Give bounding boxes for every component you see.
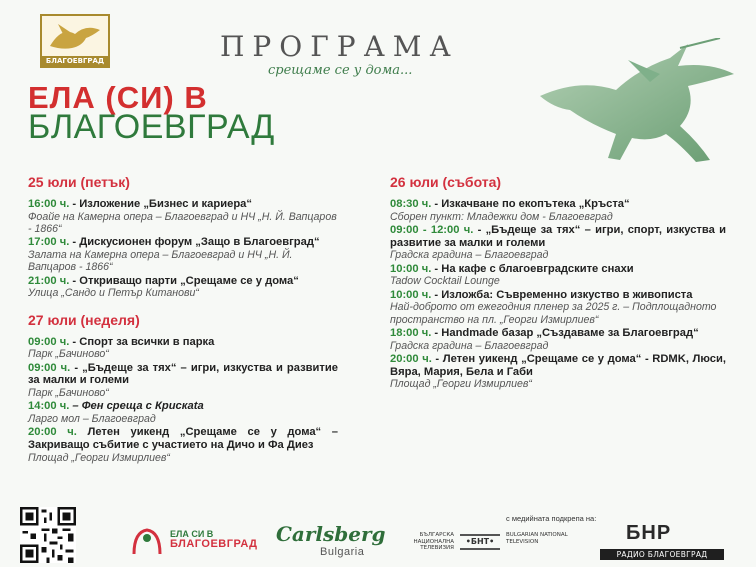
item-time: 20:00 ч. <box>28 426 77 439</box>
item-title: - „Бъдеще за тях“ – игри, изкуства и развитие за малки и големи <box>28 361 338 387</box>
item-venue: Парк „Бачиново“ <box>28 348 109 361</box>
item-title: - Изложба: Съвременно изкуство в живописта <box>431 288 693 301</box>
bnr-logo-mark: БНР <box>626 522 672 544</box>
item-title: - Спорт за всички в парка <box>69 335 215 348</box>
item-venue: Сборен пункт: Младежки дом - Благоевград <box>390 210 613 223</box>
program-item <box>390 224 726 262</box>
item-title: - Handmade базар „Създаваме за Благоевград“ <box>431 327 699 339</box>
day-heading-jul27: 27 юли (неделя) <box>28 311 140 328</box>
crest-label: БЛАГОЕВГРАД <box>42 56 108 66</box>
item-time: 10:00 ч. <box>390 288 432 301</box>
bnr-logo <box>598 522 728 564</box>
item-title: - Летен уикенд „Срещаме се у дома“ - RDMK, Люси, Вяра, Мария, Бела и Габи <box>390 353 727 378</box>
item-title: – Фен среща с Крискаta <box>69 400 204 413</box>
bnt-logo-bg: БЪЛГАРСКА НАЦИОНАЛНА ТЕЛЕВИЗИЯ <box>413 532 454 551</box>
item-title: - Откриващо парти „Срещаме се у дома“ <box>69 274 299 287</box>
item-title: Летен уикенд „Срещаме се у дома“ – Закриващо събитие с участието на Дичо и Фа Диез <box>28 426 338 451</box>
item-venue: Парк „Бачиново“ <box>28 387 109 399</box>
program-item <box>390 289 726 326</box>
day-column-left <box>28 174 338 465</box>
item-title: - Изложение „Бизнес и кариера“ <box>69 198 252 210</box>
media-support-text: с медийната подкрепа на: <box>506 514 597 523</box>
program-item <box>390 263 726 288</box>
program-item <box>28 426 338 464</box>
item-venue: Площад „Георги Измирлиев“ <box>390 378 532 391</box>
item-time: 21:00 ч. <box>28 274 70 287</box>
event-name-line1: ЕЛА (СИ) В <box>28 80 208 115</box>
crest-icon <box>42 16 108 56</box>
ela-logo-bottom: БЛАГОЕВГРАД <box>170 538 258 550</box>
item-time: 10:00 ч. <box>390 262 432 275</box>
item-title: - На кафе с благоевградските снахи <box>431 262 634 275</box>
city-crest-logo <box>40 14 110 68</box>
qr-code[interactable] <box>20 507 76 563</box>
item-venue: Най-доброто от ежегодния пленер за 2025 г. – Подплощадното пространство на пл. „Георги Измирлиев“ <box>390 301 717 326</box>
program-item <box>390 353 726 391</box>
item-venue: Градска градина – Благоевград <box>390 339 549 352</box>
program-item <box>28 236 338 273</box>
item-title: - „Бъдеще за тях“ – игри, спорт, изкуства и развитие за малки и големи <box>390 224 726 249</box>
item-time: 09:00 ч. <box>28 335 70 348</box>
program-item <box>28 400 338 425</box>
item-venue: Tadow Cocktail Lounge <box>390 275 500 288</box>
day-heading-jul25: 25 юли (петък) <box>28 174 130 190</box>
item-venue: Градска градина – Благоевград <box>390 249 549 262</box>
program-item <box>28 198 338 235</box>
bnt-logo <box>392 526 568 560</box>
day-heading-jul26: 26 юли (събота) <box>390 174 502 190</box>
item-venue: Улица „Сандо и Петър Китанови“ <box>28 287 199 300</box>
item-title: - Дискусионен форум „Защо в Благоевград“ <box>69 236 320 249</box>
item-time: 17:00 ч. <box>28 236 70 249</box>
bnt-logo-mark: •БНТ• <box>460 534 500 550</box>
bnr-logo-label: РАДИО БЛАГОЕВГРАД <box>600 549 724 560</box>
ela-si-logo-icon <box>130 526 164 556</box>
carlsberg-logo-sub: Bulgaria <box>320 546 365 558</box>
item-venue: Ларго мол – Благоевград <box>28 413 156 425</box>
item-time: 18:00 ч. <box>390 327 432 339</box>
item-time: 16:00 ч. <box>28 198 70 210</box>
item-venue: Фоайе на Камерна опера – Благоевград и НЧ „Н. Й. Вапцаров - 1866“ <box>28 210 337 235</box>
item-venue: Залата на Камерна опера – Благоевград и НЧ „Н. Й. Вапцаров - 1866“ <box>28 249 293 274</box>
carlsberg-logo: Carlsberg <box>276 522 386 546</box>
item-title: - Изкачване по екопътека „Кръста“ <box>431 198 630 210</box>
program-item <box>390 327 726 352</box>
day-column-right <box>390 174 726 392</box>
program-item <box>28 275 338 300</box>
item-time: 09:00 - 12:00 ч. <box>390 224 474 236</box>
item-venue: Площад „Георги Измирлиев“ <box>28 451 170 464</box>
ela-logo-top: ЕЛА СИ В <box>170 529 214 539</box>
item-time: 14:00 ч. <box>28 400 70 413</box>
program-item <box>28 362 338 400</box>
bnt-logo-en: BULGARIAN NATIONAL TELEVISION <box>506 532 568 545</box>
page-subtitle: срещаме се у дома... <box>268 63 413 78</box>
page-title: ПРОГРАМА <box>220 30 459 63</box>
program-item <box>28 336 338 361</box>
item-time: 09:00 ч. <box>28 361 71 374</box>
item-time: 20:00 ч. <box>390 353 432 365</box>
ela-si-logo-text <box>170 529 258 549</box>
item-time: 08:30 ч. <box>390 198 432 210</box>
pegasus-sculpture-icon <box>520 38 756 168</box>
event-name-line2: БЛАГОЕВГРАД <box>28 108 275 146</box>
program-item <box>390 198 726 223</box>
